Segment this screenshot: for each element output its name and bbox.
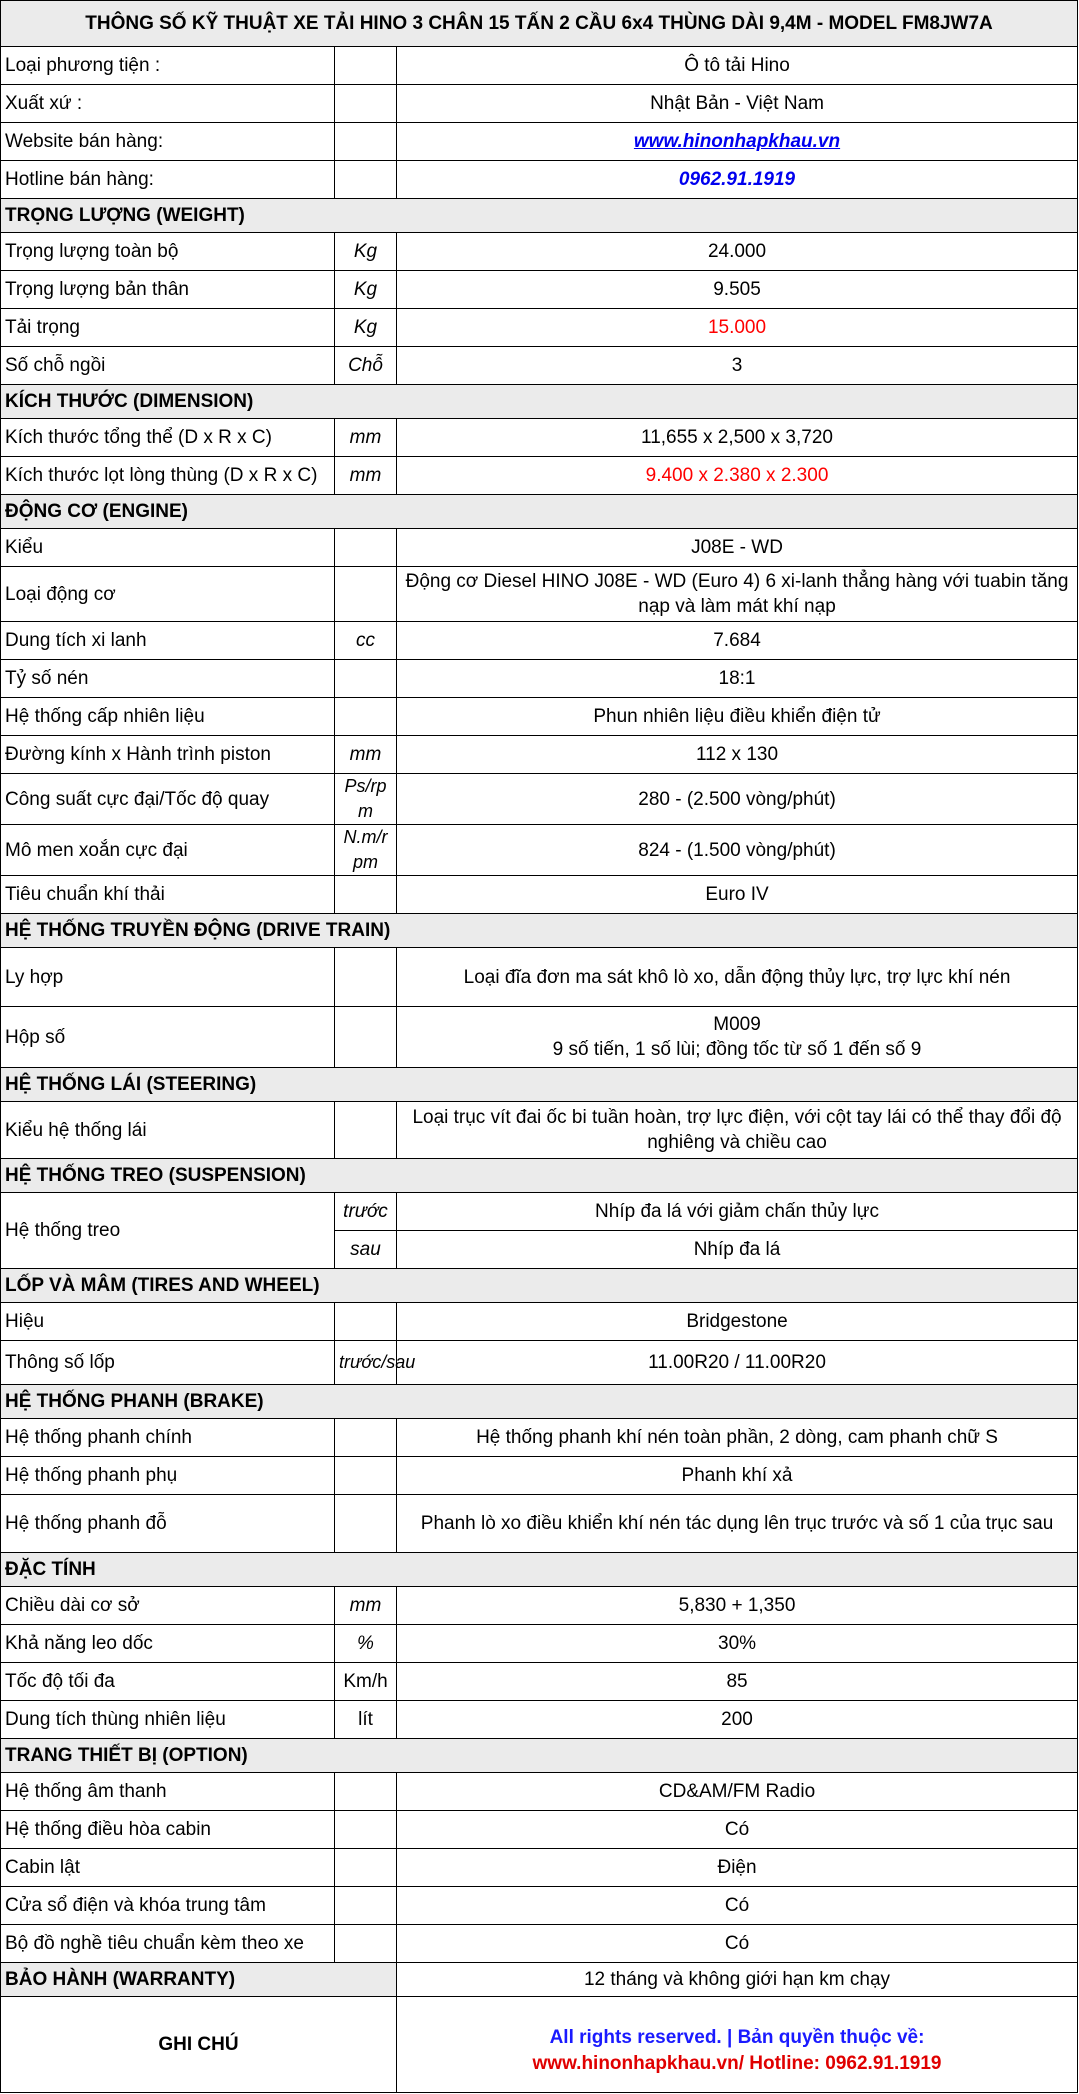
- row-value: Có: [397, 1811, 1078, 1849]
- website-link[interactable]: www.hinonhapkhau.vn: [633, 131, 841, 152]
- row-value: Nhíp đa lá với giảm chấn thủy lực: [397, 1193, 1078, 1231]
- row-label: Tải trọng: [1, 309, 335, 347]
- section-header: [1, 385, 1078, 419]
- row-label: Khả năng leo dốc: [1, 1625, 335, 1663]
- row-label: Kiểu hệ thống lái: [1, 1102, 335, 1159]
- row-label: Loại phương tiện :: [1, 47, 335, 85]
- row-value: 112 x 130: [397, 736, 1078, 774]
- table-row: [1, 1625, 1078, 1663]
- row-label: Hệ thống điều hòa cabin: [1, 1811, 335, 1849]
- note-content: [397, 1997, 1078, 2093]
- section-header: [1, 1739, 1078, 1773]
- row-label: Hệ thống phanh chính: [1, 1419, 335, 1457]
- row-unit: sau: [335, 1231, 397, 1269]
- section-header: [1, 495, 1078, 529]
- row-value: Có: [397, 1925, 1078, 1963]
- row-label: Hệ thống phanh đỗ: [1, 1495, 335, 1553]
- section-title-options: TRANG THIẾT BỊ (OPTION): [1, 1739, 1078, 1773]
- table-row: [1, 825, 1078, 876]
- row-unit: Ps/rpm: [335, 774, 397, 825]
- section-header: [1, 1553, 1078, 1587]
- row-label: Hệ thống âm thanh: [1, 1773, 335, 1811]
- row-label: Tốc độ tối đa: [1, 1663, 335, 1701]
- table-row: [1, 1587, 1078, 1625]
- table-row: [1, 1811, 1078, 1849]
- row-unit: [335, 948, 397, 1007]
- section-title-tires: LỐP VÀ MÂM (TIRES AND WHEEL): [1, 1269, 1078, 1303]
- row-value: 5,830 + 1,350: [397, 1587, 1078, 1625]
- row-unit: [335, 1849, 397, 1887]
- section-title-features: ĐẶC TÍNH: [1, 1553, 1078, 1587]
- row-label: Tiêu chuẩn khí thải: [1, 876, 335, 914]
- row-unit: trước/sau: [335, 1341, 397, 1385]
- title-row: [1, 1, 1078, 47]
- row-label: Dung tích thùng nhiên liệu: [1, 1701, 335, 1739]
- row-value: Loại đĩa đơn ma sát khô lò xo, dẫn động thủy lực, trợ lực khí nén: [397, 948, 1078, 1007]
- row-unit: [335, 660, 397, 698]
- row-label: Hệ thống treo: [1, 1193, 335, 1269]
- row-unit: [335, 161, 397, 199]
- table-row: [1, 419, 1078, 457]
- row-unit: N.m/rpm: [335, 825, 397, 876]
- table-row: [1, 457, 1078, 495]
- row-unit: [335, 529, 397, 567]
- row-label: Ly hợp: [1, 948, 335, 1007]
- row-unit: [335, 123, 397, 161]
- page-title: THÔNG SỐ KỸ THUẬT XE TẢI HINO 3 CHÂN 15 TẤN 2 CẦU 6x4 THÙNG DÀI 9,4M - MODEL FM8JW7A: [1, 1, 1078, 47]
- table-row: [1, 1925, 1078, 1963]
- table-row: [1, 1457, 1078, 1495]
- row-value: 3: [397, 347, 1078, 385]
- row-value: Loại trục vít đai ốc bi tuần hoàn, trợ lực điện, với cột tay lái có thể thay đổi độ nghiêng và chiều cao: [397, 1102, 1078, 1159]
- row-value: 11.00R20 / 11.00R20: [397, 1341, 1078, 1385]
- row-label: Hộp số: [1, 1007, 335, 1068]
- row-label: Bộ đồ nghề tiêu chuẩn kèm theo xe: [1, 1925, 335, 1963]
- table-row: [1, 1303, 1078, 1341]
- row-unit: mm: [335, 1587, 397, 1625]
- table-row: [1, 1701, 1078, 1739]
- section-title-weight: TRỌNG LƯỢNG (WEIGHT): [1, 199, 1078, 233]
- row-label: Tỷ số nén: [1, 660, 335, 698]
- table-row: [1, 309, 1078, 347]
- row-unit: [335, 1457, 397, 1495]
- row-label: Kích thước lọt lòng thùng (D x R x C): [1, 457, 335, 495]
- table-row: [1, 1663, 1078, 1701]
- row-value: Bridgestone: [397, 1303, 1078, 1341]
- warranty-row: [1, 1963, 1078, 1997]
- note-label: GHI CHÚ: [1, 1997, 397, 2093]
- row-unit: Kg: [335, 271, 397, 309]
- row-value: 85: [397, 1663, 1078, 1701]
- section-header: [1, 1385, 1078, 1419]
- row-value: 18:1: [397, 660, 1078, 698]
- row-label: Trọng lượng toàn bộ: [1, 233, 335, 271]
- row-value: Điện: [397, 1849, 1078, 1887]
- row-value: Nhíp đa lá: [397, 1231, 1078, 1269]
- gearbox-model: M009: [713, 1014, 761, 1035]
- section-header: [1, 199, 1078, 233]
- row-value: J08E - WD: [397, 529, 1078, 567]
- row-value: 280 - (2.500 vòng/phút): [397, 774, 1078, 825]
- row-value: 24.000: [397, 233, 1078, 271]
- note-row: [1, 1997, 1078, 2093]
- row-value: Phanh khí xả: [397, 1457, 1078, 1495]
- row-unit: [335, 876, 397, 914]
- row-label: Loại động cơ: [1, 567, 335, 622]
- table-row: [1, 1102, 1078, 1159]
- row-value: Động cơ Diesel HINO J08E - WD (Euro 4) 6 xi-lanh thẳng hàng với tuabin tăng nạp và làm mát khí nạp: [397, 567, 1078, 622]
- row-value: Có: [397, 1887, 1078, 1925]
- payload-value: 15.000: [397, 309, 1078, 347]
- row-unit: [335, 1887, 397, 1925]
- section-title-brake: HỆ THỐNG PHANH (BRAKE): [1, 1385, 1078, 1419]
- table-row: [1, 622, 1078, 660]
- section-header: [1, 914, 1078, 948]
- row-unit: Kg: [335, 309, 397, 347]
- table-row: [1, 1419, 1078, 1457]
- row-label: Kiểu: [1, 529, 335, 567]
- row-value: Hệ thống phanh khí nén toàn phần, 2 dòng, cam phanh chữ S: [397, 1419, 1078, 1457]
- warranty-label: BẢO HÀNH (WARRANTY): [1, 1963, 397, 1997]
- table-row: [1, 567, 1078, 622]
- row-value: 11,655 x 2,500 x 3,720: [397, 419, 1078, 457]
- row-label: Hiệu: [1, 1303, 335, 1341]
- row-unit: [335, 1495, 397, 1553]
- row-label: Hotline bán hàng:: [1, 161, 335, 199]
- table-row: [1, 161, 1078, 199]
- row-label: Kích thước tổng thể (D x R x C): [1, 419, 335, 457]
- cargo-dimension-value: 9.400 x 2.380 x 2.300: [397, 457, 1078, 495]
- contact-link[interactable]: www.hinonhapkhau.vn/ Hotline: 0962.91.1919: [532, 2052, 942, 2074]
- table-row: [1, 85, 1078, 123]
- gearbox-description: 9 số tiến, 1 số lùi; đồng tốc từ số 1 đến số 9: [552, 1039, 922, 1060]
- row-label: Thông số lốp: [1, 1341, 335, 1385]
- row-label: Công suất cực đại/Tốc độ quay: [1, 774, 335, 825]
- row-value: 9.505: [397, 271, 1078, 309]
- section-title-steering: HỆ THỐNG LÁI (STEERING): [1, 1068, 1078, 1102]
- row-unit: Km/h: [335, 1663, 397, 1701]
- table-row: [1, 698, 1078, 736]
- row-label: Mô men xoắn cực đại: [1, 825, 335, 876]
- row-value: 30%: [397, 1625, 1078, 1663]
- section-title-suspension: HỆ THỐNG TREO (SUSPENSION): [1, 1159, 1078, 1193]
- row-unit: lít: [335, 1701, 397, 1739]
- row-label: Hệ thống cấp nhiên liệu: [1, 698, 335, 736]
- row-unit: [335, 1303, 397, 1341]
- row-unit: mm: [335, 736, 397, 774]
- row-unit: [335, 1419, 397, 1457]
- table-row: [1, 1495, 1078, 1553]
- row-unit: [335, 85, 397, 123]
- row-unit: mm: [335, 419, 397, 457]
- row-unit: [335, 1102, 397, 1159]
- row-label: Trọng lượng bản thân: [1, 271, 335, 309]
- row-label: Website bán hàng:: [1, 123, 335, 161]
- row-unit: cc: [335, 622, 397, 660]
- row-label: Cabin lật: [1, 1849, 335, 1887]
- table-row: [1, 233, 1078, 271]
- row-value: Phanh lò xo điều khiển khí nén tác dụng lên trục trước và số 1 của trục sau: [397, 1495, 1078, 1553]
- hotline-number[interactable]: 0962.91.1919: [678, 169, 796, 190]
- row-unit: [335, 1007, 397, 1068]
- table-row: [1, 948, 1078, 1007]
- table-row: [1, 1849, 1078, 1887]
- row-unit: [335, 1773, 397, 1811]
- table-row: [1, 736, 1078, 774]
- row-value: 824 - (1.500 vòng/phút): [397, 825, 1078, 876]
- table-row: [1, 271, 1078, 309]
- row-unit: %: [335, 1625, 397, 1663]
- section-title-drivetrain: HỆ THỐNG TRUYỀN ĐỘNG (DRIVE TRAIN): [1, 914, 1078, 948]
- row-value: Euro IV: [397, 876, 1078, 914]
- row-value: Phun nhiên liệu điều khiển điện tử: [397, 698, 1078, 736]
- section-title-dimension: KÍCH THƯỚC (DIMENSION): [1, 385, 1078, 419]
- section-header: [1, 1159, 1078, 1193]
- row-unit: [335, 1811, 397, 1849]
- table-row: [1, 876, 1078, 914]
- row-unit: Kg: [335, 233, 397, 271]
- table-row: [1, 1007, 1078, 1068]
- row-label: Xuất xứ :: [1, 85, 335, 123]
- table-row: [1, 347, 1078, 385]
- table-row: [1, 660, 1078, 698]
- row-unit: mm: [335, 457, 397, 495]
- table-row: [1, 47, 1078, 85]
- table-row: [1, 1887, 1078, 1925]
- row-unit: trước: [335, 1193, 397, 1231]
- table-row: [1, 123, 1078, 161]
- row-label: Dung tích xi lanh: [1, 622, 335, 660]
- row-label: Hệ thống phanh phụ: [1, 1457, 335, 1495]
- row-value: Nhật Bản - Việt Nam: [397, 85, 1078, 123]
- table-row: [1, 774, 1078, 825]
- section-header: [1, 1269, 1078, 1303]
- row-value: 7.684: [397, 622, 1078, 660]
- row-value: CD&AM/FM Radio: [397, 1773, 1078, 1811]
- table-row: [1, 1341, 1078, 1385]
- warranty-value: 12 tháng và không giới hạn km chạy: [397, 1963, 1078, 1997]
- row-value: Ô tô tải Hino: [397, 47, 1078, 85]
- row-unit: [335, 47, 397, 85]
- copyright-text: All rights reserved. | Bản quyền thuộc về:: [549, 2026, 925, 2048]
- row-value: 200: [397, 1701, 1078, 1739]
- row-label: Cửa sổ điện và khóa trung tâm: [1, 1887, 335, 1925]
- table-row: [1, 1773, 1078, 1811]
- table-row: [1, 1193, 1078, 1231]
- section-title-engine: ĐỘNG CƠ (ENGINE): [1, 495, 1078, 529]
- row-unit: Chỗ: [335, 347, 397, 385]
- row-label: Chiều dài cơ sở: [1, 1587, 335, 1625]
- section-header: [1, 1068, 1078, 1102]
- row-unit: [335, 698, 397, 736]
- row-unit: [335, 1925, 397, 1963]
- row-label: Đường kính x Hành trình piston: [1, 736, 335, 774]
- row-value: [397, 1007, 1078, 1068]
- row-label: Số chỗ ngồi: [1, 347, 335, 385]
- table-row: [1, 529, 1078, 567]
- row-unit: [335, 567, 397, 622]
